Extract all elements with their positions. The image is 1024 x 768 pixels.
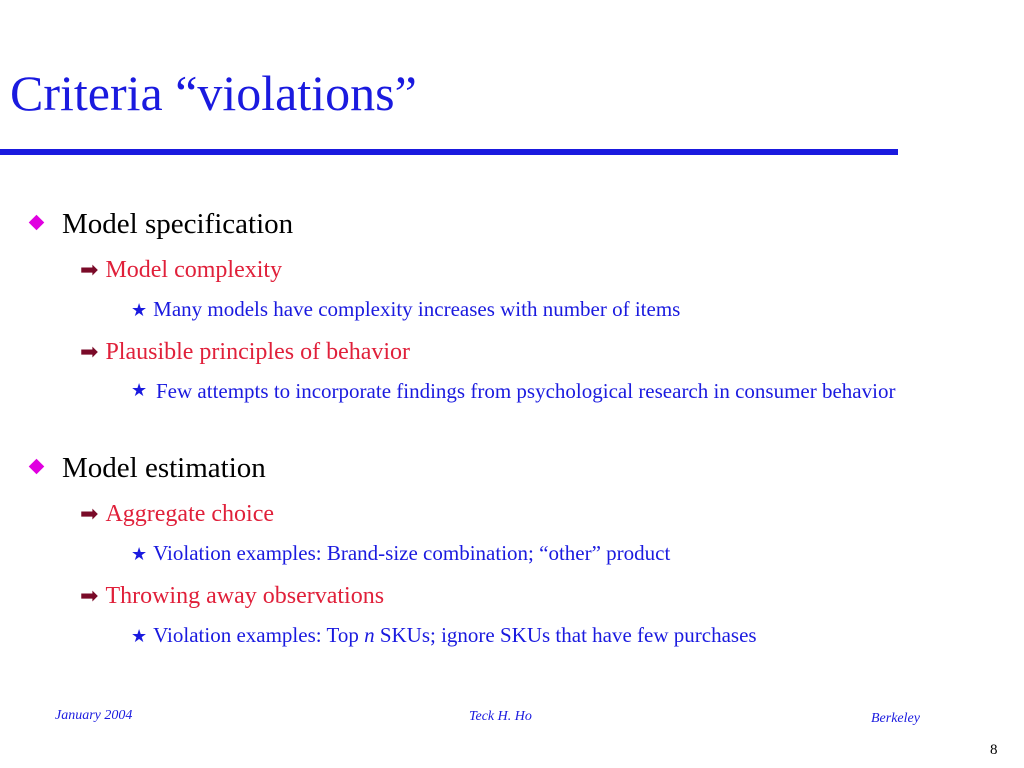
point-text-italic-n: n [364,623,375,647]
sub-bullet-throwing-away [80,584,384,608]
point-psychological-research [131,376,981,406]
point-complexity-items [131,299,680,320]
right-arrow-icon: ➡ [80,258,99,283]
footer-author: Teck H. Ho [469,709,532,724]
sub-bullet-label: Plausible principles of behavior [105,339,411,365]
right-arrow-icon: ➡ [80,584,99,609]
bullet-model-estimation [28,454,266,483]
bullet-model-specification [28,210,293,239]
sub-bullet-label: Model complexity [105,257,283,283]
sub-bullet-label: Aggregate choice [105,501,275,527]
sub-bullet-model-complexity [80,258,282,282]
sub-bullet-label: Throwing away observations [105,583,385,609]
footer-date: January 2004 [55,708,133,723]
sub-bullet-aggregate-choice [80,502,274,526]
point-text: SKUs; ignore SKUs that have few purchases [374,623,757,647]
star-icon: ★ [131,544,148,565]
point-text: Many models have complexity increases with number of items [153,297,681,321]
sub-bullet-plausible-principles [80,340,410,364]
star-icon: ★ [131,300,148,321]
title-underline [0,149,898,155]
page-number: 8 [990,742,998,758]
right-arrow-icon: ➡ [80,502,99,527]
point-brand-size [131,543,670,564]
footer-institution: Berkeley [871,711,920,726]
point-text: Violation examples: Brand-size combination; “other” product [153,541,671,565]
right-arrow-icon: ➡ [80,340,99,365]
diamond-bullet-icon [29,459,45,475]
diamond-bullet-icon [29,215,45,231]
slide-title: Criteria “violations” [10,65,417,121]
star-icon: ★ [131,626,148,647]
point-top-n-skus [131,625,757,646]
point-text: Violation examples: Top [153,623,365,647]
bullet-label: Model specification [62,208,294,240]
star-icon: ★ [131,380,148,401]
point-text: Few attempts to incorporate findings from psychological research in consumer behavior [156,379,896,403]
bullet-label: Model estimation [62,452,266,484]
